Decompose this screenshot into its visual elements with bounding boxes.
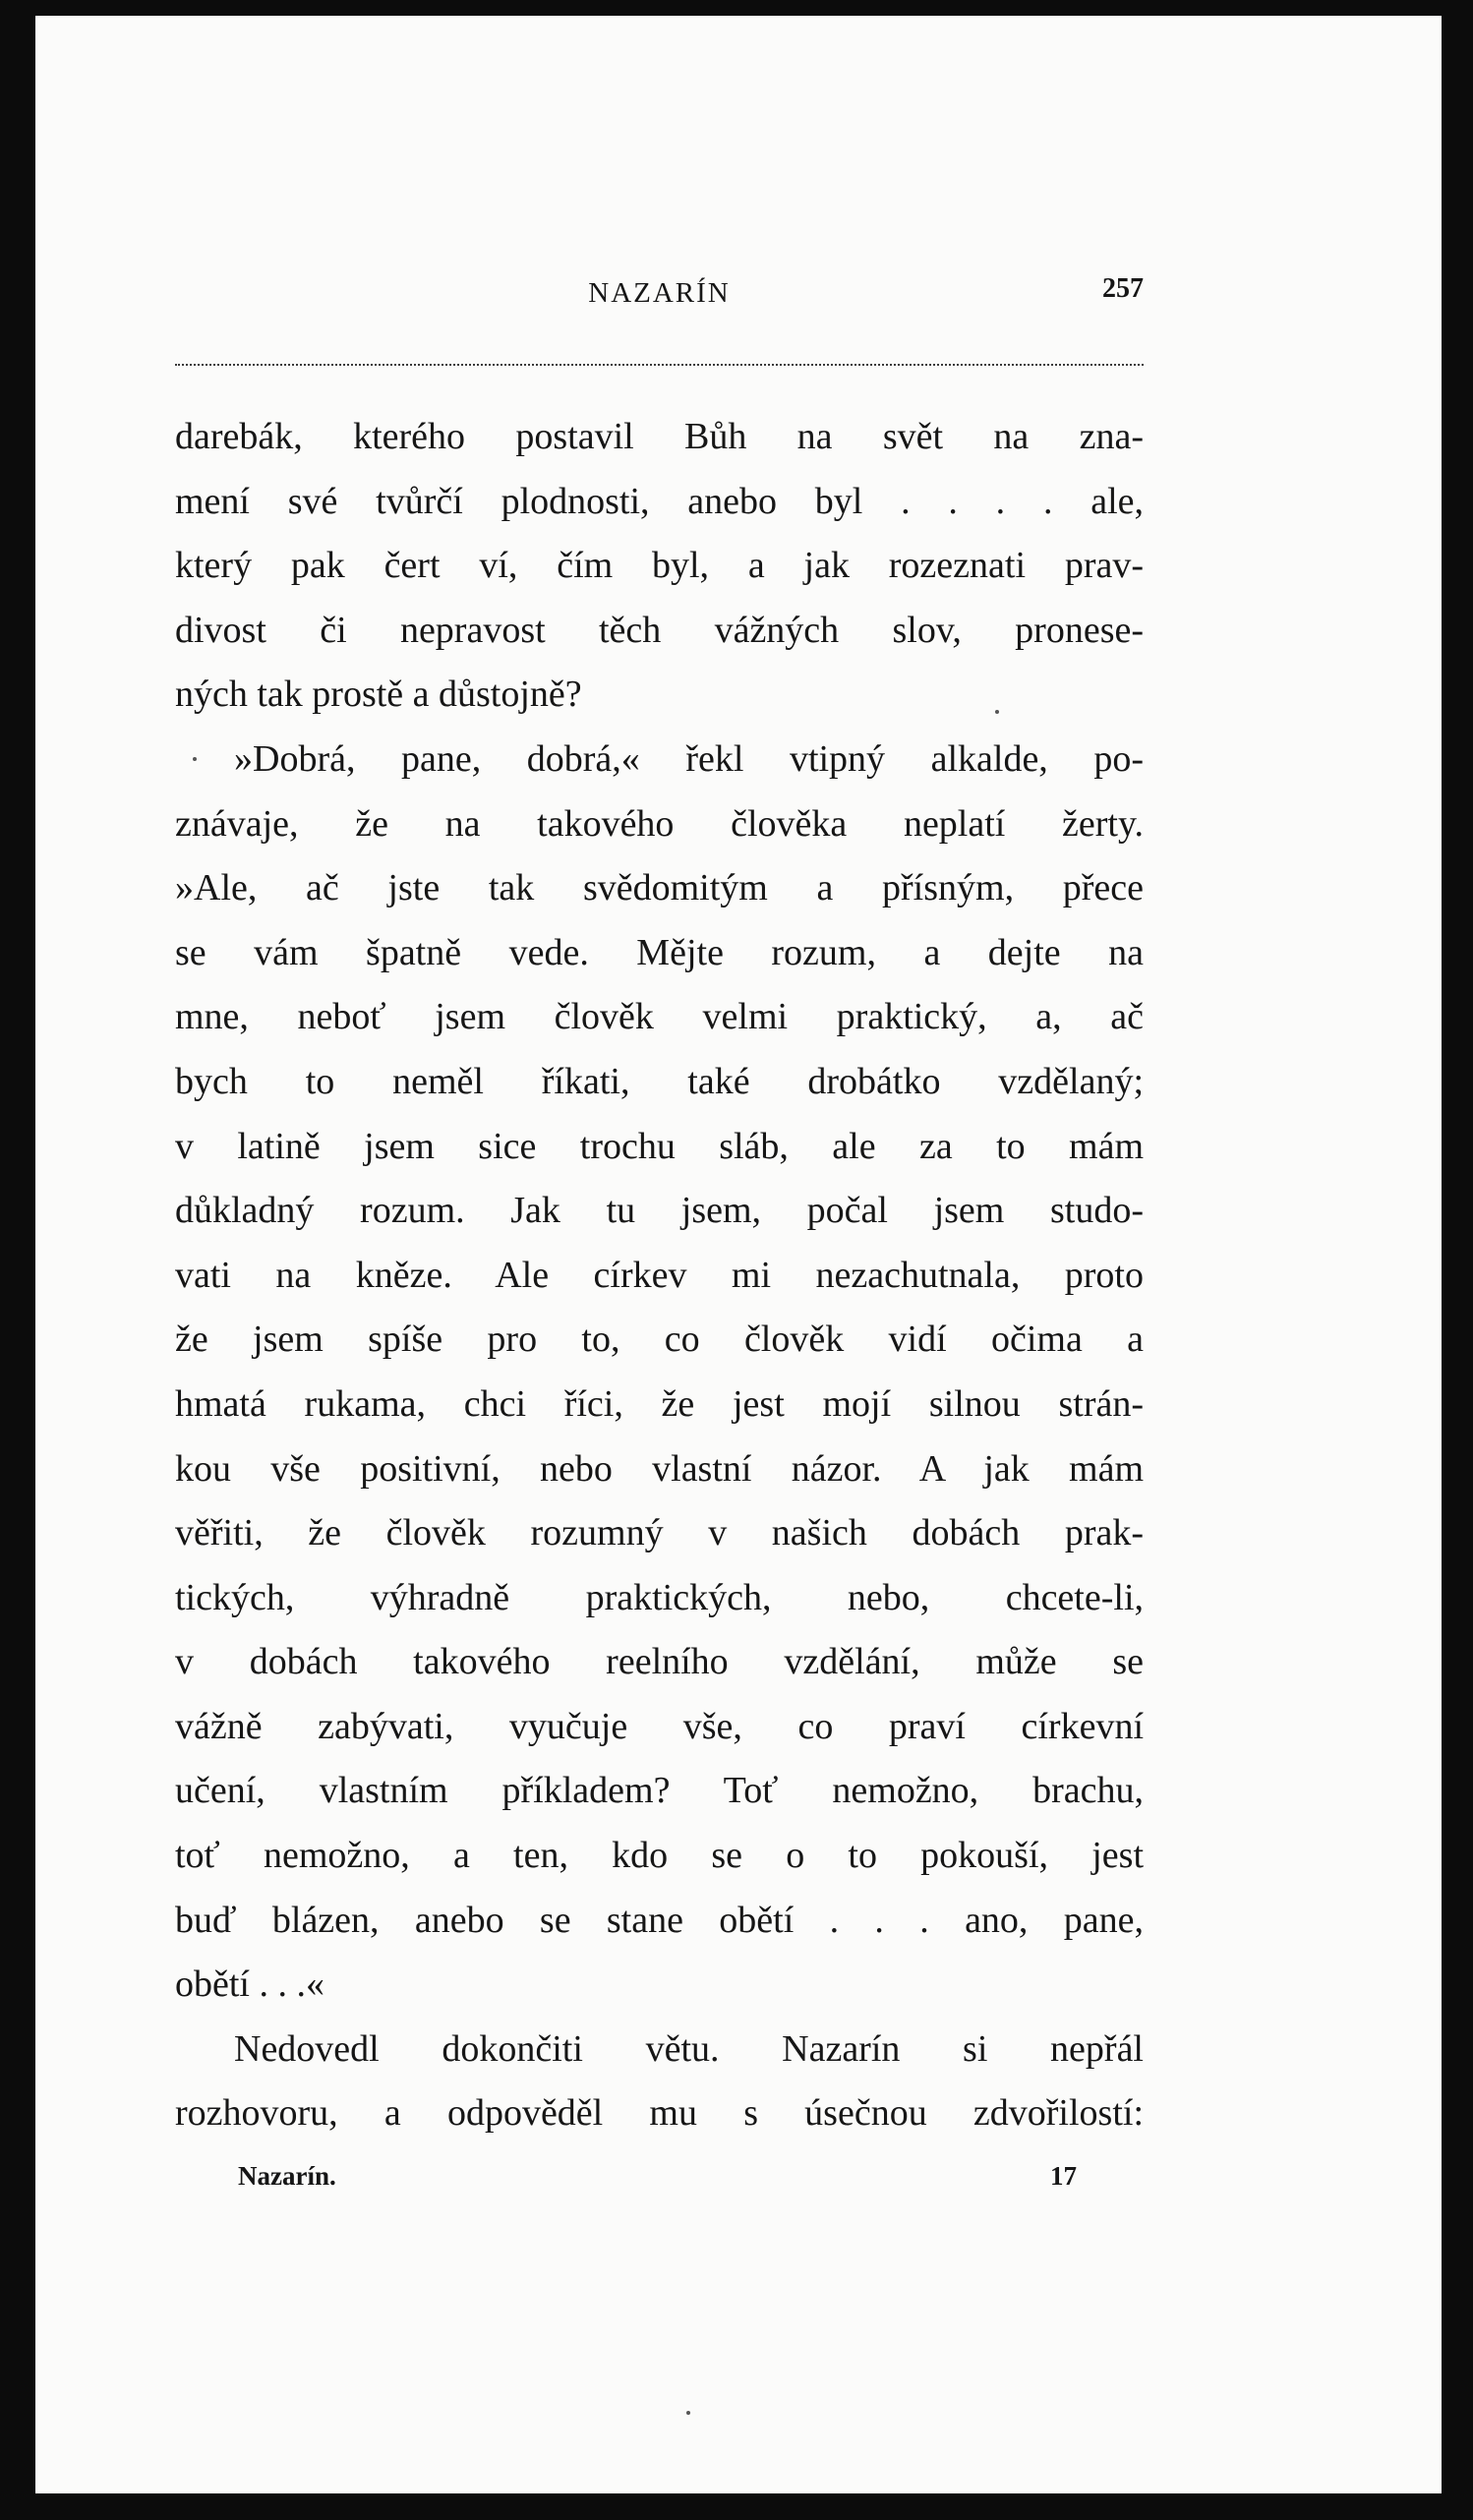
text-line: »Ale, ač jste tak svědomitým a přísným, přece [175, 867, 1144, 909]
text-line: učení, vlastním příkladem? Toť nemožno, brachu, [175, 1770, 1144, 1812]
text-line: vážně zabývati, vyučuje vše, co praví církevní [175, 1705, 1144, 1747]
text-line: že jsem spíše pro to, co člověk vidí očima a [175, 1319, 1144, 1361]
text-line: důkladný rozum. Jak tu jsem, počal jsem studo- [175, 1190, 1144, 1232]
text-line: hmatá rukama, chci říci, že jest mojí silnou strán- [175, 1382, 1144, 1425]
text-line: se vám špatně vede. Mějte rozum, a dejte na [175, 931, 1144, 973]
body-text [175, 405, 1144, 2146]
text-line: v dobách takového reelního vzdělání, může se [175, 1641, 1144, 1683]
text-line: věřiti, že člověk rozumný v našich dobách prak- [175, 1512, 1144, 1554]
text-line: rozhovoru, a odpověděl mu s úsečnou zdvořilostí: [175, 2092, 1144, 2135]
sheet-number: 17 [1050, 2161, 1077, 2191]
text-line: který pak čert ví, čím byl, a jak rozeznati prav- [175, 545, 1144, 587]
text-line: tických, výhradně praktických, nebo, chcete-li, [175, 1576, 1144, 1618]
text-line: mne, neboť jsem člověk velmi praktický, a, ač [175, 996, 1144, 1038]
text-line: mení své tvůrčí plodnosti, anebo byl . . . . ale, [175, 480, 1144, 522]
header-rule [175, 364, 1144, 366]
page-footer [175, 2161, 1144, 2200]
text-line: »Dobrá, pane, dobrá,« řekl vtipný alkalde, po- [234, 737, 1144, 780]
text-line: divost či nepravost těch vážných slov, pronese- [175, 609, 1144, 651]
text-line: vati na kněze. Ale církev mi nezachutnala, proto [175, 1254, 1144, 1296]
running-head [175, 273, 1144, 322]
page-number: 257 [1102, 273, 1144, 304]
text-line: v latině jsem sice trochu sláb, ale za to mám [175, 1125, 1144, 1167]
text-line: darebák, kterého postavil Bůh na svět na zna- [175, 416, 1144, 457]
text-line: toť nemožno, a ten, kdo se o to pokouší, jest [175, 1835, 1144, 1877]
text-line: buď blázen, anebo se stane obětí . . . ano, pane, [175, 1899, 1144, 1941]
text-line: ných tak prostě a důstojně? [175, 674, 582, 716]
text-line: Nedovedl dokončiti větu. Nazarín si nepřál [234, 2027, 1144, 2070]
running-head-title: NAZARÍN [588, 277, 731, 309]
text-line: kou vše positivní, nebo vlastní názor. A jak mám [175, 1447, 1144, 1490]
text-line: obětí . . .« [175, 1963, 324, 2006]
text-line: znávaje, že na takového člověka neplatí žerty. [175, 802, 1144, 845]
scan-speck [686, 2411, 690, 2415]
signature-mark: Nazarín. [238, 2161, 336, 2191]
text-line: bych to neměl říkati, také drobátko vzdělaný; [175, 1060, 1144, 1102]
